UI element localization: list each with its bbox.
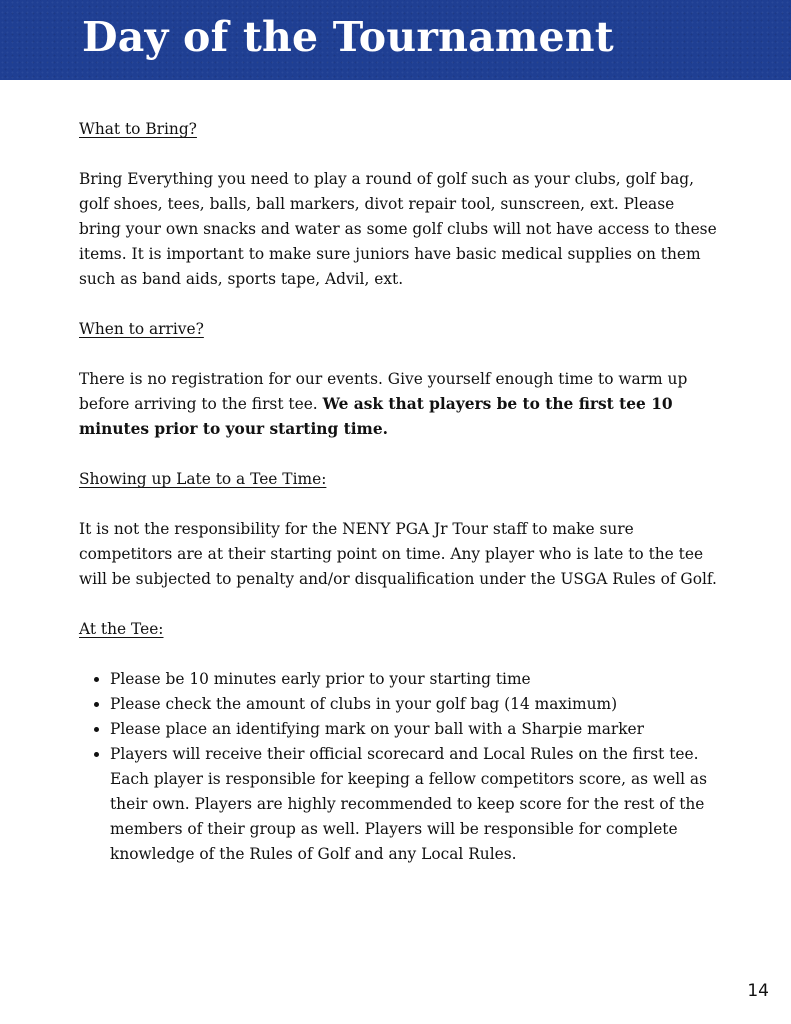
arrival-text: There is no registration for our events. Give yourself enough time to warm up before arriving to the first tee.: [79, 370, 688, 413]
page-title: Day of the Tournament: [82, 13, 614, 61]
page-number: 14: [747, 981, 769, 1001]
spacer: [79, 342, 719, 367]
at-the-tee-list: [79, 667, 719, 867]
list-item: • Please be 10 minutes early prior to your starting time: [110, 667, 719, 692]
spacer: [79, 142, 719, 167]
list-item: • Please place an identifying mark on your ball with a Sharpie marker: [110, 717, 719, 742]
section-body-late-tee-time: It is not the responsibility for the NENY PGA Jr Tour staff to make sure competitors are at their starting point on time. Any player who is late to the tee will be subjected to penalty and/or disqualification under the USGA Rules of Golf.: [79, 520, 717, 588]
spacer: [79, 442, 719, 467]
section-body-when-to-arrive: [79, 367, 719, 442]
list-item: • Players will receive their official scorecard and Local Rules on the first tee. Each player is responsible for keeping a fellow competitors score, as well as their own. Players are highly recommended to keep score for the rest of the members of their group as well. Players will be responsible for complete knowledge of the Rules of Golf and any Local Rules.: [110, 742, 719, 867]
section-heading-when-to-arrive: When to arrive?: [79, 320, 204, 338]
arrival-emphasis: We ask that players be to the first tee 10 minutes prior to your starting time.: [79, 395, 673, 438]
spacer: [79, 592, 719, 617]
section-body-what-to-bring: Bring Everything you need to play a round of golf such as your clubs, golf bag, golf shoes, tees, balls, ball markers, divot repair tool, sunscreen, ext. Please bring your own snacks and water as some golf clubs will not have access to these items. It is important to make sure juniors have basic medical supplies on them such as band aids, sports tape, Advil, ext.: [79, 170, 717, 288]
section-heading-what-to-bring: What to Bring?: [79, 120, 197, 138]
list-item: • Please check the amount of clubs in your golf bag (14 maximum): [110, 692, 719, 717]
header-band: [0, 0, 791, 80]
spacer: [79, 642, 719, 667]
spacer: [79, 292, 719, 317]
section-heading-at-the-tee: At the Tee:: [79, 620, 164, 638]
spacer: [79, 492, 719, 517]
document-body: [79, 117, 719, 867]
section-heading-late-tee-time: Showing up Late to a Tee Time:: [79, 470, 327, 488]
